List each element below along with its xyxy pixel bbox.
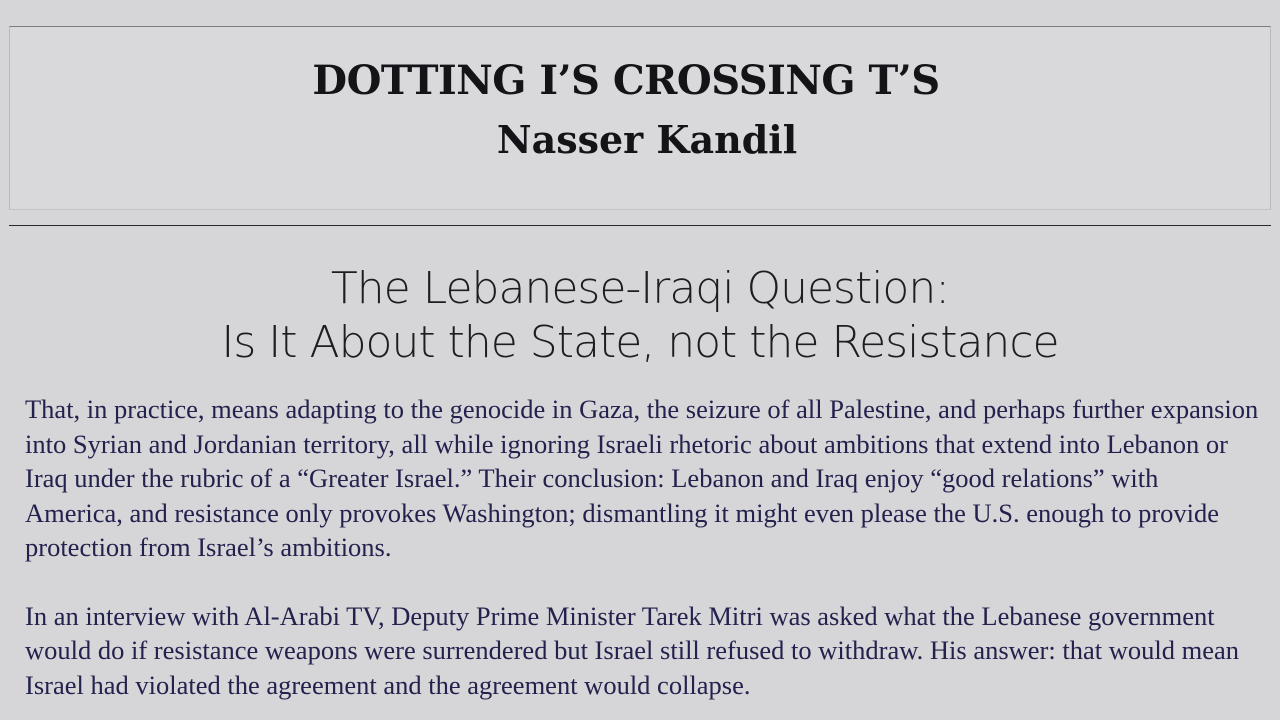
author-name: Nasser Kandil — [496, 117, 798, 162]
article-body — [25, 392, 1260, 702]
headline-line-2: Is It About the State, not the Resistance — [221, 317, 1059, 368]
headline-line-1: The Lebanese-Iraqi Question: — [330, 263, 950, 314]
article-headline — [0, 262, 1280, 370]
paragraph: That, in practice, means adapting to the genocide in Gaza, the seizure of all Palestine, and perhaps further expansion into Syrian and Jordanian territory, all while ignoring Israeli rhetoric about ambitions that extend into Lebanon or Iraq under the rubric of a “Greater Israel.” Their conclusion: Lebanon and Iraq enjoy “good relations” with America, and resistance only provokes Washington; dismantling it might even please the U.S. enough to provide protection from Israel’s ambitions. — [25, 394, 1259, 562]
paragraph: In an interview with Al-Arabi TV, Deputy Prime Minister Tarek Mitri was asked what the Lebanese government would do if resistance weapons were surrendered but Israel still refused to withdraw. His answer: that would mean Israel had violated the agreement and the agreement would collapse. — [25, 600, 1239, 700]
header-divider — [9, 225, 1271, 226]
column-title: DOTTING I’S CROSSING T’S — [312, 57, 940, 104]
